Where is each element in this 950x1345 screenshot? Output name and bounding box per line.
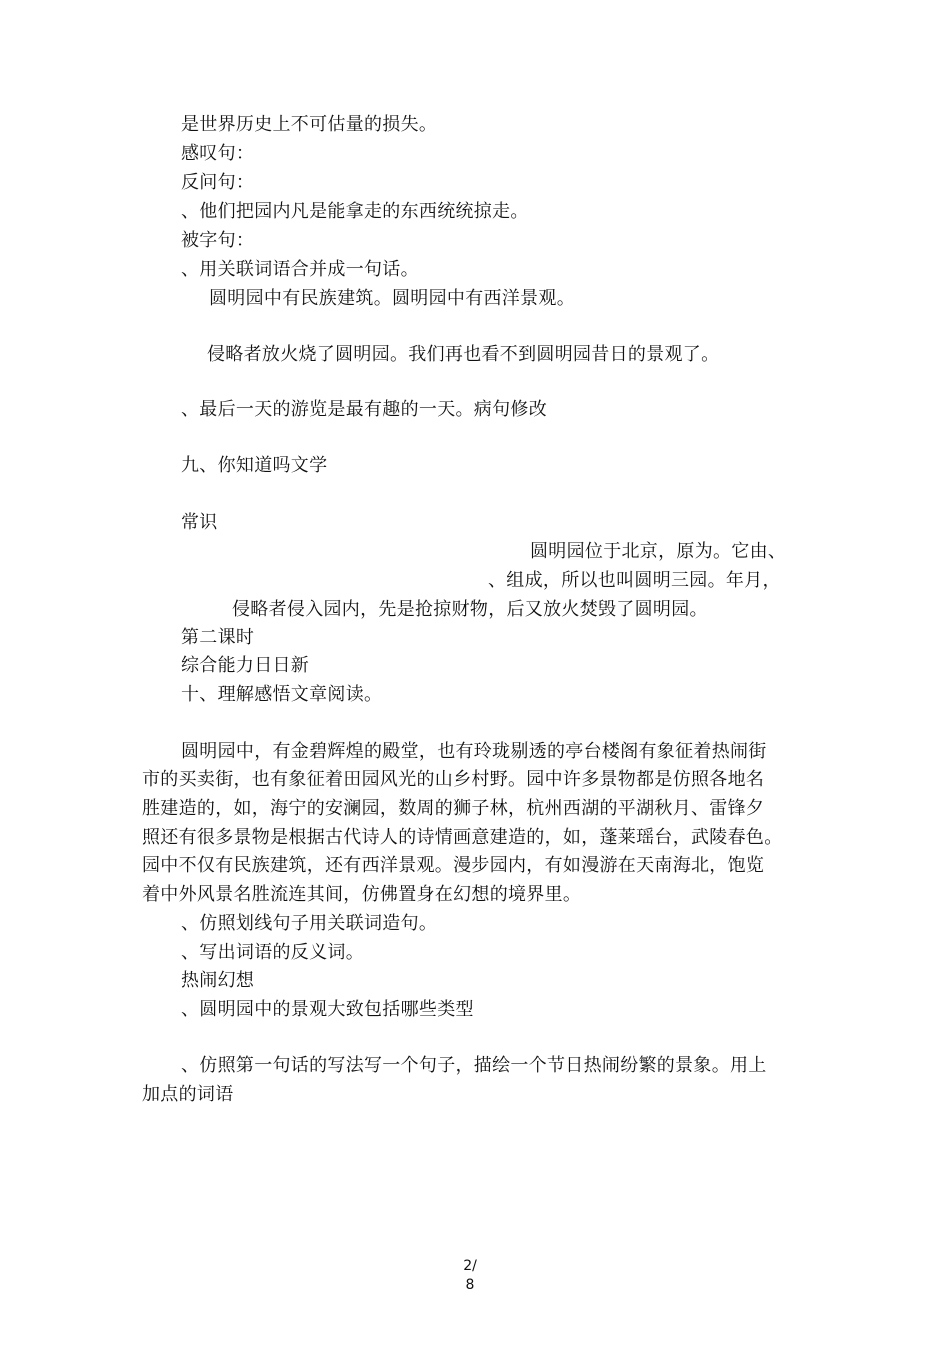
- page-number-top: 2/: [463, 1258, 477, 1274]
- text-line: 加点的词语: [142, 1084, 234, 1105]
- passage-line: 园中不仅有民族建筑，还有西洋景观。漫步园内，有如漫游在天南海北，饱览: [142, 855, 765, 876]
- page-number-bottom: 8: [465, 1277, 475, 1293]
- lesson-heading: 第二课时: [181, 627, 255, 648]
- passage-line: 照还有很多景物是根据古代诗人的诗情画意建造的，如，蓬莱瑶台，武陵春色。: [142, 827, 783, 848]
- text-line: 侵略者侵入园内，先是抢掠财物，后又放火焚毁了圆明园。: [232, 599, 708, 620]
- exercise-item: 、仿照划线句子用关联词造句。: [181, 913, 438, 934]
- exclamatory-sentence-label: 感叹句：: [181, 143, 255, 164]
- passive-sentence-label: 被字句：: [181, 230, 255, 251]
- rhetorical-question-label: 反问句：: [181, 172, 255, 193]
- exercise-item: 、他们把园内凡是能拿走的东西统统掠走。: [181, 201, 529, 222]
- exercise-item: 、仿照第一句话的写法写一个句子，描绘一个节日热闹纷繁的景象。用上: [181, 1055, 767, 1076]
- exercise-item: 、圆明园中的景观大致包括哪些类型: [181, 999, 474, 1020]
- exercise-item: 、用关联词语合并成一句话。: [181, 259, 419, 280]
- text-line: 热闹幻想: [181, 970, 255, 991]
- section-heading: 九、你知道吗文学: [181, 455, 328, 476]
- passage-line: 市的买卖街，也有象征着田园风光的山乡村野。园中许多景物都是仿照各地名: [142, 769, 765, 790]
- text-line: 、组成，所以也叫圆明三园。年月，: [488, 570, 781, 591]
- text-line: 圆明园位于北京，原为。它由、: [530, 541, 787, 562]
- text-line: 是世界历史上不可估量的损失。: [181, 114, 438, 135]
- exercise-item: 、写出词语的反义词。: [181, 942, 364, 963]
- section-heading: 综合能力日日新: [181, 655, 310, 676]
- text-line: 圆明园中有民族建筑。圆明园中有西洋景观。: [209, 288, 575, 309]
- text-line: 侵略者放火烧了圆明园。我们再也看不到圆明园昔日的景观了。: [207, 344, 720, 365]
- passage-line: 圆明园中，有金碧辉煌的殿堂，也有玲珑剔透的亭台楼阁有象征着热闹街: [181, 741, 767, 762]
- exercise-item: 、最后一天的游览是最有趣的一天。病句修改: [181, 399, 547, 420]
- passage-line: 胜建造的，如，海宁的安澜园，数周的狮子林，杭州西湖的平湖秋月、雷锋夕: [142, 798, 765, 819]
- passage-line: 着中外风景名胜流连其间，仿佛置身在幻想的境界里。: [142, 884, 582, 905]
- section-heading: 常识: [181, 512, 218, 533]
- section-heading: 十、理解感悟文章阅读。: [181, 684, 383, 705]
